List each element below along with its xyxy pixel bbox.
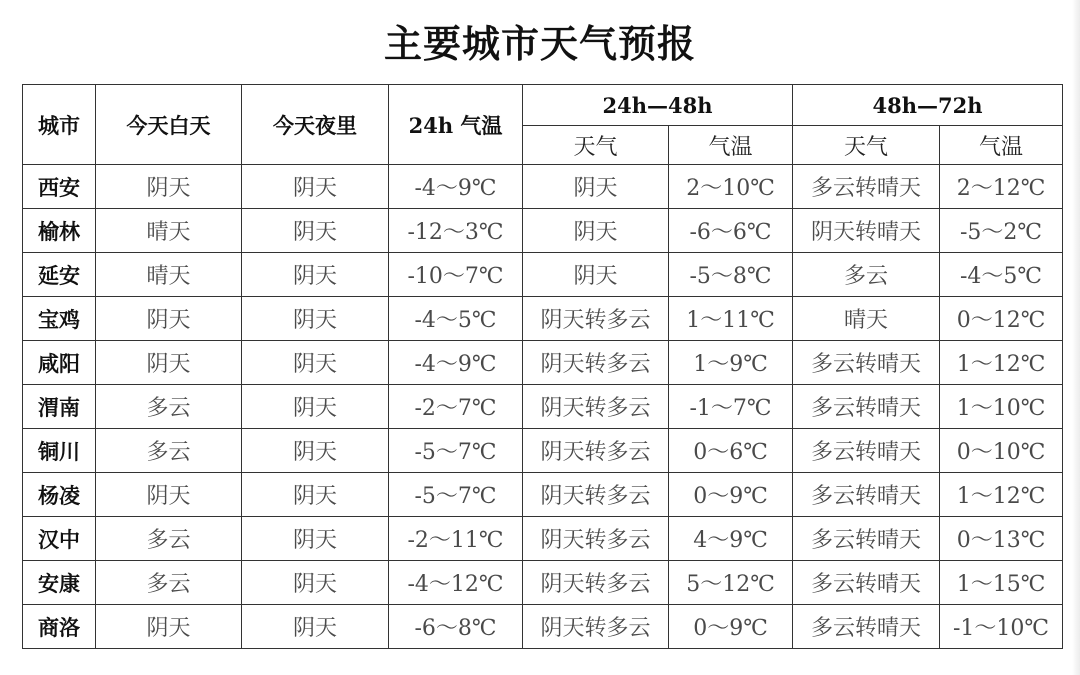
temp-24h-cell: -4～9℃ — [389, 341, 523, 385]
today-night-cell: 阴天 — [242, 341, 389, 385]
weather-72h-cell: 多云转晴天 — [793, 605, 940, 649]
table-row — [23, 605, 1063, 649]
today-night-cell: 阴天 — [242, 253, 389, 297]
weather-72h-cell: 阴天转晴天 — [793, 209, 940, 253]
header-temp-24h: 24h 气温 — [389, 85, 523, 165]
weather-48h-cell: 阴天 — [523, 253, 669, 297]
weather-48h-cell: 阴天转多云 — [523, 561, 669, 605]
today-day-cell: 阴天 — [96, 165, 242, 209]
table-row — [23, 253, 1063, 297]
temp-48h-cell: 4～9℃ — [669, 517, 793, 561]
city-cell: 西安 — [23, 165, 96, 209]
temp-72h-cell: 1～15℃ — [940, 561, 1063, 605]
today-night-cell: 阴天 — [242, 209, 389, 253]
page-edge-shadow — [1072, 0, 1080, 675]
weather-48h-cell: 阴天转多云 — [523, 297, 669, 341]
temp-48h-cell: 0～9℃ — [669, 605, 793, 649]
header-today-night: 今天夜里 — [242, 85, 389, 165]
city-cell: 延安 — [23, 253, 96, 297]
today-night-cell: 阴天 — [242, 429, 389, 473]
header-row-top — [23, 85, 1063, 126]
today-day-cell: 阴天 — [96, 605, 242, 649]
temp-24h-cell: -4～12℃ — [389, 561, 523, 605]
weather-72h-cell: 多云转晴天 — [793, 517, 940, 561]
today-night-cell: 阴天 — [242, 561, 389, 605]
temp-72h-cell: 2～12℃ — [940, 165, 1063, 209]
temp-72h-cell: -1～10℃ — [940, 605, 1063, 649]
today-night-cell: 阴天 — [242, 165, 389, 209]
today-night-cell: 阴天 — [242, 385, 389, 429]
city-cell: 安康 — [23, 561, 96, 605]
temp-24h-cell: -5～7℃ — [389, 429, 523, 473]
header-group-48-72h: 48h—72h — [793, 85, 1063, 126]
temp-24h-cell: -10～7℃ — [389, 253, 523, 297]
table-row — [23, 561, 1063, 605]
page-title: 主要城市天气预报 — [383, 22, 696, 66]
city-cell: 商洛 — [23, 605, 96, 649]
temp-24h-cell: -2～7℃ — [389, 385, 523, 429]
table-row — [23, 209, 1063, 253]
temp-72h-cell: 1～12℃ — [940, 473, 1063, 517]
weather-48h-cell: 阴天转多云 — [523, 605, 669, 649]
weather-72h-cell: 多云转晴天 — [793, 385, 940, 429]
city-cell: 榆林 — [23, 209, 96, 253]
temp-48h-cell: -6～6℃ — [669, 209, 793, 253]
today-day-cell: 多云 — [96, 517, 242, 561]
city-cell: 汉中 — [23, 517, 96, 561]
today-day-cell: 晴天 — [96, 253, 242, 297]
header-weather-48h: 天气 — [523, 126, 669, 165]
weather-72h-cell: 多云转晴天 — [793, 429, 940, 473]
header-today-day: 今天白天 — [96, 85, 242, 165]
today-day-cell: 阴天 — [96, 297, 242, 341]
table-row — [23, 385, 1063, 429]
temp-72h-cell: 1～10℃ — [940, 385, 1063, 429]
weather-72h-cell: 多云转晴天 — [793, 473, 940, 517]
temp-24h-cell: -4～9℃ — [389, 165, 523, 209]
temp-72h-cell: -4～5℃ — [940, 253, 1063, 297]
today-night-cell: 阴天 — [242, 297, 389, 341]
table-row — [23, 297, 1063, 341]
forecast-table-body — [23, 165, 1063, 649]
weather-72h-cell: 多云 — [793, 253, 940, 297]
today-day-cell: 晴天 — [96, 209, 242, 253]
temp-24h-cell: -2～11℃ — [389, 517, 523, 561]
temp-72h-cell: 0～13℃ — [940, 517, 1063, 561]
today-day-cell: 多云 — [96, 561, 242, 605]
city-cell: 宝鸡 — [23, 297, 96, 341]
city-cell: 铜川 — [23, 429, 96, 473]
temp-48h-cell: -5～8℃ — [669, 253, 793, 297]
temp-72h-cell: 0～12℃ — [940, 297, 1063, 341]
header-group-24-48h: 24h—48h — [523, 85, 793, 126]
temp-48h-cell: -1～7℃ — [669, 385, 793, 429]
weather-72h-cell: 多云转晴天 — [793, 341, 940, 385]
today-day-cell: 阴天 — [96, 473, 242, 517]
temp-24h-cell: -6～8℃ — [389, 605, 523, 649]
table-row — [23, 517, 1063, 561]
today-night-cell: 阴天 — [242, 473, 389, 517]
table-row — [23, 165, 1063, 209]
header-temp-72h: 气温 — [940, 126, 1063, 165]
temp-24h-cell: -4～5℃ — [389, 297, 523, 341]
temp-48h-cell: 1～11℃ — [669, 297, 793, 341]
weather-48h-cell: 阴天转多云 — [523, 429, 669, 473]
weather-48h-cell: 阴天 — [523, 165, 669, 209]
table-row — [23, 473, 1063, 517]
forecast-table — [22, 84, 1063, 649]
weather-48h-cell: 阴天转多云 — [523, 385, 669, 429]
today-day-cell: 阴天 — [96, 341, 242, 385]
weather-72h-cell: 多云转晴天 — [793, 165, 940, 209]
header-temp-48h: 气温 — [669, 126, 793, 165]
temp-48h-cell: 1～9℃ — [669, 341, 793, 385]
weather-72h-cell: 晴天 — [793, 297, 940, 341]
city-cell: 渭南 — [23, 385, 96, 429]
city-cell: 咸阳 — [23, 341, 96, 385]
temp-72h-cell: -5～2℃ — [940, 209, 1063, 253]
weather-72h-cell: 多云转晴天 — [793, 561, 940, 605]
temp-48h-cell: 5～12℃ — [669, 561, 793, 605]
today-day-cell: 多云 — [96, 429, 242, 473]
city-cell: 杨凌 — [23, 473, 96, 517]
table-row — [23, 341, 1063, 385]
temp-72h-cell: 0～10℃ — [940, 429, 1063, 473]
weather-48h-cell: 阴天 — [523, 209, 669, 253]
header-weather-72h: 天气 — [793, 126, 940, 165]
weather-48h-cell: 阴天转多云 — [523, 341, 669, 385]
today-night-cell: 阴天 — [242, 605, 389, 649]
weather-48h-cell: 阴天转多云 — [523, 473, 669, 517]
header-city: 城市 — [23, 85, 96, 165]
temp-48h-cell: 0～9℃ — [669, 473, 793, 517]
table-row — [23, 429, 1063, 473]
temp-24h-cell: -5～7℃ — [389, 473, 523, 517]
temp-24h-cell: -12～3℃ — [389, 209, 523, 253]
temp-48h-cell: 0～6℃ — [669, 429, 793, 473]
weather-48h-cell: 阴天转多云 — [523, 517, 669, 561]
temp-72h-cell: 1～12℃ — [940, 341, 1063, 385]
today-night-cell: 阴天 — [242, 517, 389, 561]
today-day-cell: 多云 — [96, 385, 242, 429]
temp-48h-cell: 2～10℃ — [669, 165, 793, 209]
